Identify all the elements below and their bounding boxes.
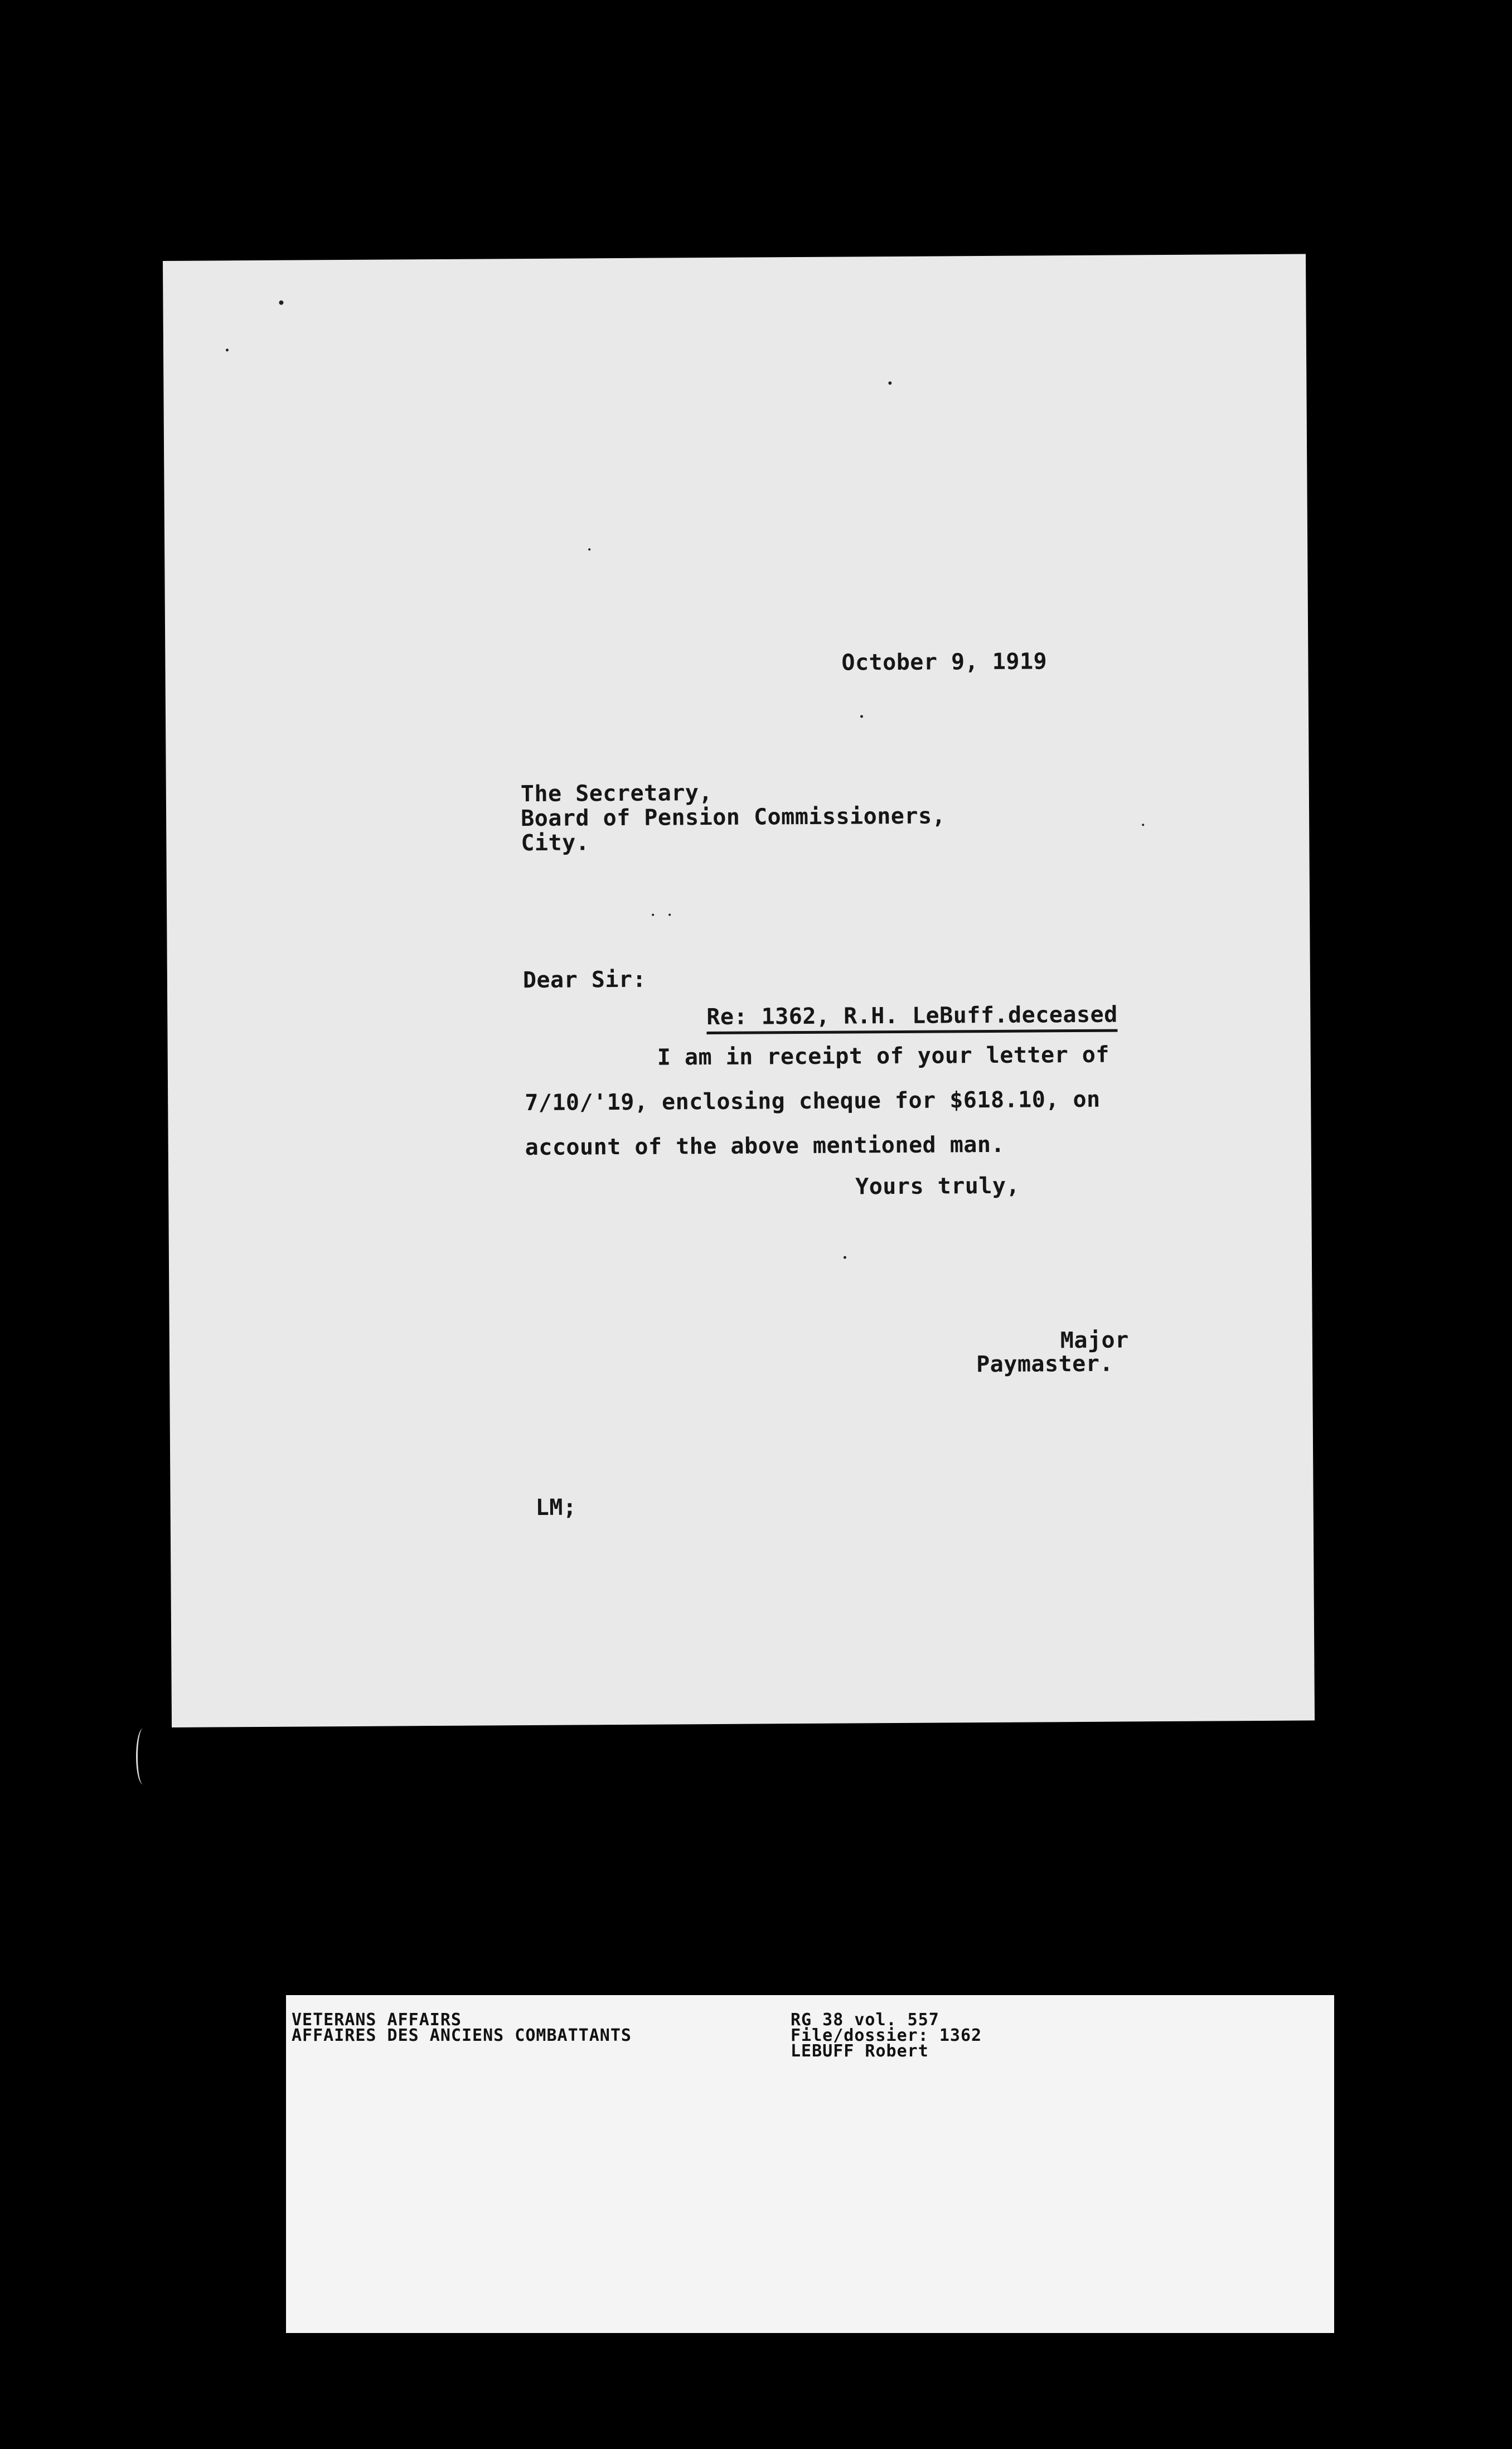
paper-speck [279,301,283,305]
body-line-2: 7/10/'19, enclosing cheque for $618.10, on [525,1086,1101,1116]
subject-line: Re: 1362, R.H. LeBuff.deceased [706,1004,1118,1035]
label-file-number: File/dossier: 1362 [791,2026,982,2045]
recipient-line-2: Board of Pension Commissioners, [520,803,946,832]
recipient-line-3: City. [521,830,590,856]
paper-speck [226,349,229,351]
film-edge-mark [136,1729,150,1784]
salutation: Dear Sir: [522,966,647,994]
paper-speck [1142,824,1144,826]
paper-speck [860,715,863,718]
body-line-1: I am in receipt of your letter of [657,1042,1110,1071]
label-reference: RG 38 vol. 557 [791,2010,939,2030]
label-department-en: VETERANS AFFAIRS [292,2010,462,2030]
archive-label-card [286,1995,1334,2333]
closing: Yours truly, [855,1173,1020,1200]
typist-initials: LM; [535,1494,577,1521]
label-name: LEBUFF Robert [791,2041,929,2061]
letter-page [163,254,1315,1727]
paper-speck [652,914,654,916]
recipient-line-1: The Secretary, [520,780,713,807]
paper-speck [668,913,671,916]
label-department-fr: AFFAIRES DES ANCIENS COMBATTANTS [292,2026,632,2045]
signature-title: Paymaster. [976,1351,1114,1378]
paper-speck [588,548,590,550]
paper-speck [888,381,891,385]
letter-date: October 9, 1919 [841,648,1048,676]
signature-rank: Major [1060,1327,1129,1354]
paper-speck [844,1256,846,1259]
body-line-3: account of the above mentioned man. [525,1131,1005,1161]
